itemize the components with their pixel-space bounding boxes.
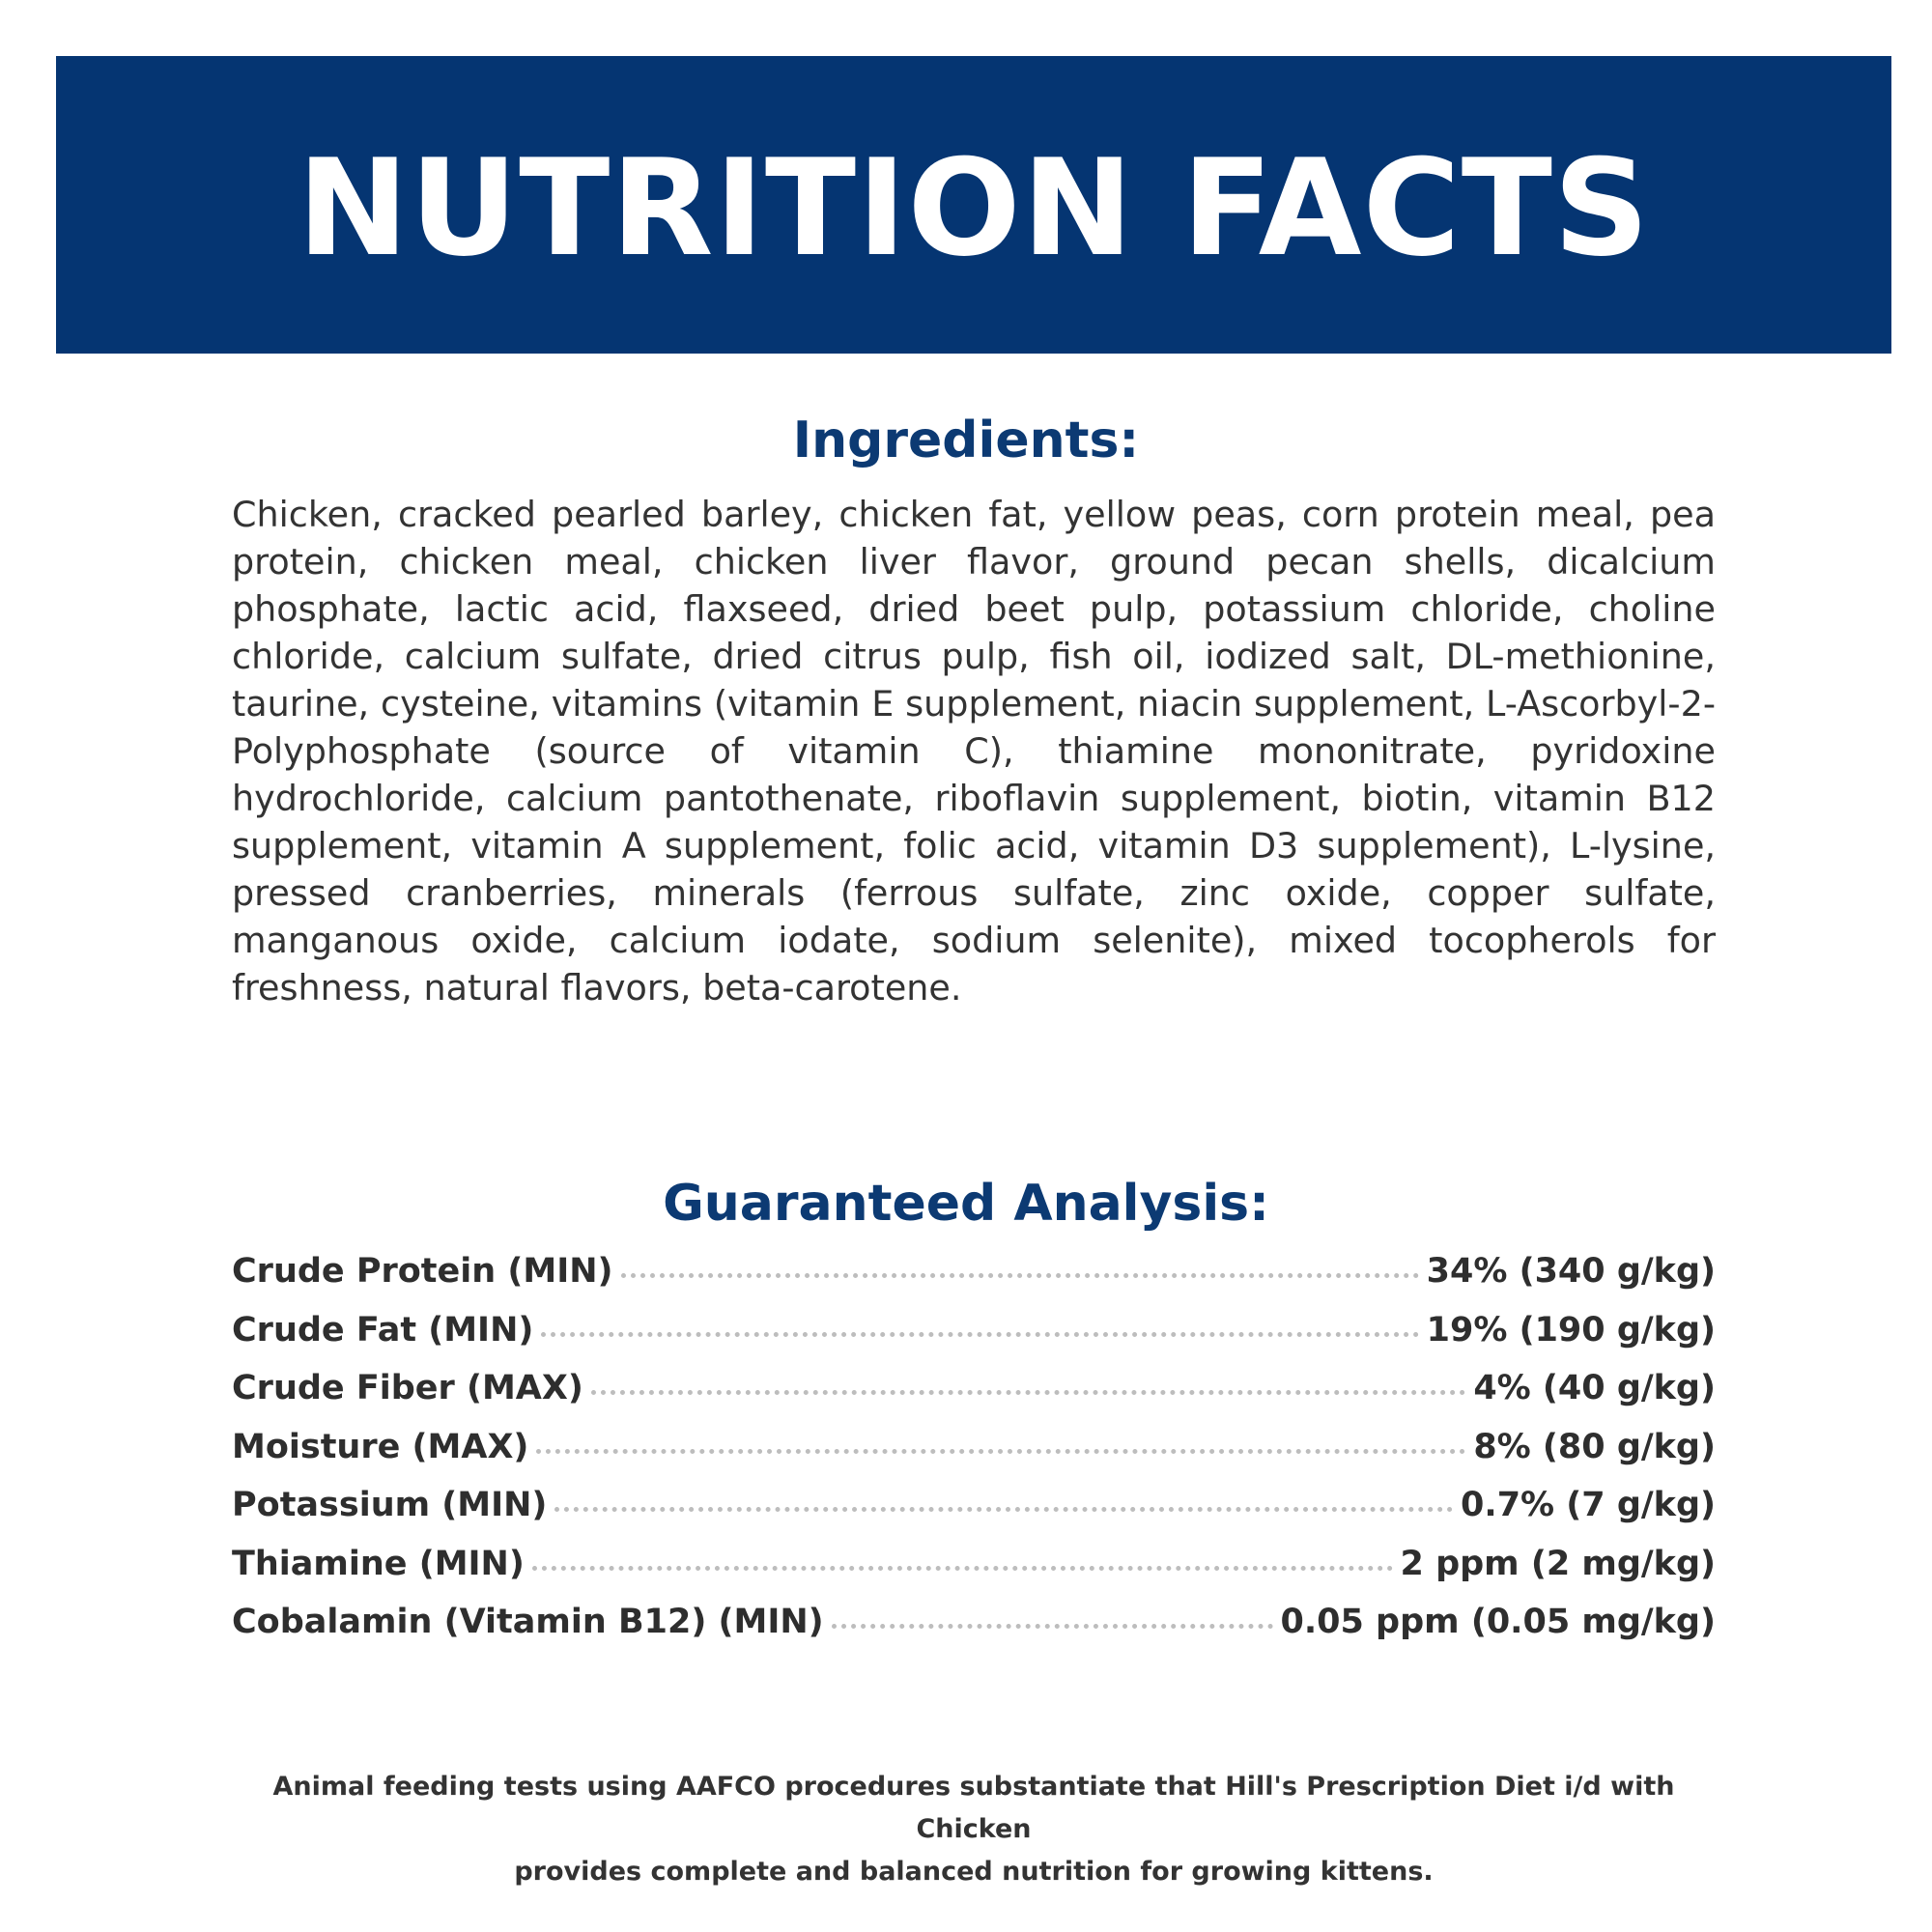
analysis-value: 0.05 ppm (0.05 mg/kg)	[1280, 1603, 1716, 1641]
dot-leader	[832, 1624, 1273, 1629]
analysis-value: 0.7% (7 g/kg)	[1461, 1486, 1716, 1524]
analysis-label: Moisture (MAX)	[232, 1427, 529, 1466]
analysis-label: Cobalamin (Vitamin B12) (MIN)	[232, 1603, 824, 1641]
analysis-row-moisture	[232, 1428, 1716, 1487]
dot-leader	[536, 1449, 1465, 1454]
analysis-value: 2 ppm (2 mg/kg)	[1400, 1544, 1716, 1583]
analysis-label: Thiamine (MIN)	[232, 1544, 525, 1583]
analysis-value: 4% (40 g/kg)	[1473, 1369, 1716, 1407]
analysis-row-crude-protein	[232, 1252, 1716, 1311]
analysis-row-cobalamin	[232, 1603, 1716, 1662]
guaranteed-analysis-heading: Guaranteed Analysis:	[663, 1175, 1269, 1233]
analysis-value: 8% (80 g/kg)	[1473, 1427, 1716, 1466]
dot-leader	[591, 1390, 1465, 1395]
dot-leader	[541, 1332, 1418, 1337]
header-band	[56, 56, 1891, 354]
aafco-footnote	[232, 1766, 1716, 1893]
analysis-label: Crude Fiber (MAX)	[232, 1369, 583, 1407]
analysis-row-thiamine	[232, 1545, 1716, 1604]
analysis-row-potassium	[232, 1486, 1716, 1545]
dot-leader	[621, 1273, 1419, 1278]
dot-leader	[532, 1566, 1393, 1571]
page-title: NUTRITION FACTS	[297, 129, 1651, 286]
analysis-value: 19% (190 g/kg)	[1426, 1310, 1716, 1350]
analysis-value: 34% (340 g/kg)	[1426, 1252, 1716, 1291]
analysis-label: Crude Fat (MIN)	[232, 1310, 534, 1350]
footnote-line-1: Animal feeding tests using AAFCO procedures substantiate that Hill's Prescription Diet i/d with Chicken	[272, 1772, 1675, 1844]
analysis-row-crude-fat	[232, 1311, 1716, 1370]
footnote-line-2: provides complete and balanced nutrition for growing kittens.	[514, 1857, 1434, 1887]
ingredients-heading: Ingredients:	[792, 412, 1140, 469]
analysis-label: Potassium (MIN)	[232, 1486, 548, 1524]
guaranteed-analysis-list	[232, 1252, 1716, 1662]
analysis-row-crude-fiber	[232, 1369, 1716, 1428]
analysis-label: Crude Protein (MIN)	[232, 1252, 613, 1291]
dot-leader	[554, 1507, 1453, 1512]
ingredients-text: Chicken, cracked pearled barley, chicken fat, yellow peas, corn protein meal, pea protein, chicken meal, chicken liver flavor, ground pecan shells, dicalcium phosphate, lactic acid, flaxseed, dried beet pulp, potassium chloride, choline chloride, calcium sulfate, dried citrus pulp, fish oil, iodized salt, DL-methionine, taurine, cysteine, vitamins (vitamin E supplement, niacin supplement, L-Ascorbyl-2-Polyphosphate (source of vitamin C), thiamine mononitrate, pyridoxine hydrochloride, calcium pantothenate, riboflavin supplement, biotin, vitamin B12 supplement, vitamin A supplement, folic acid, vitamin D3 supplement), L-lysine, pressed cranberries, minerals (ferrous sulfate, zinc oxide, copper sulfate, manganous oxide, calcium iodate, sodium selenite), mixed tocopherols for freshness, natural flavors, beta-carotene.	[232, 494, 1716, 1009]
